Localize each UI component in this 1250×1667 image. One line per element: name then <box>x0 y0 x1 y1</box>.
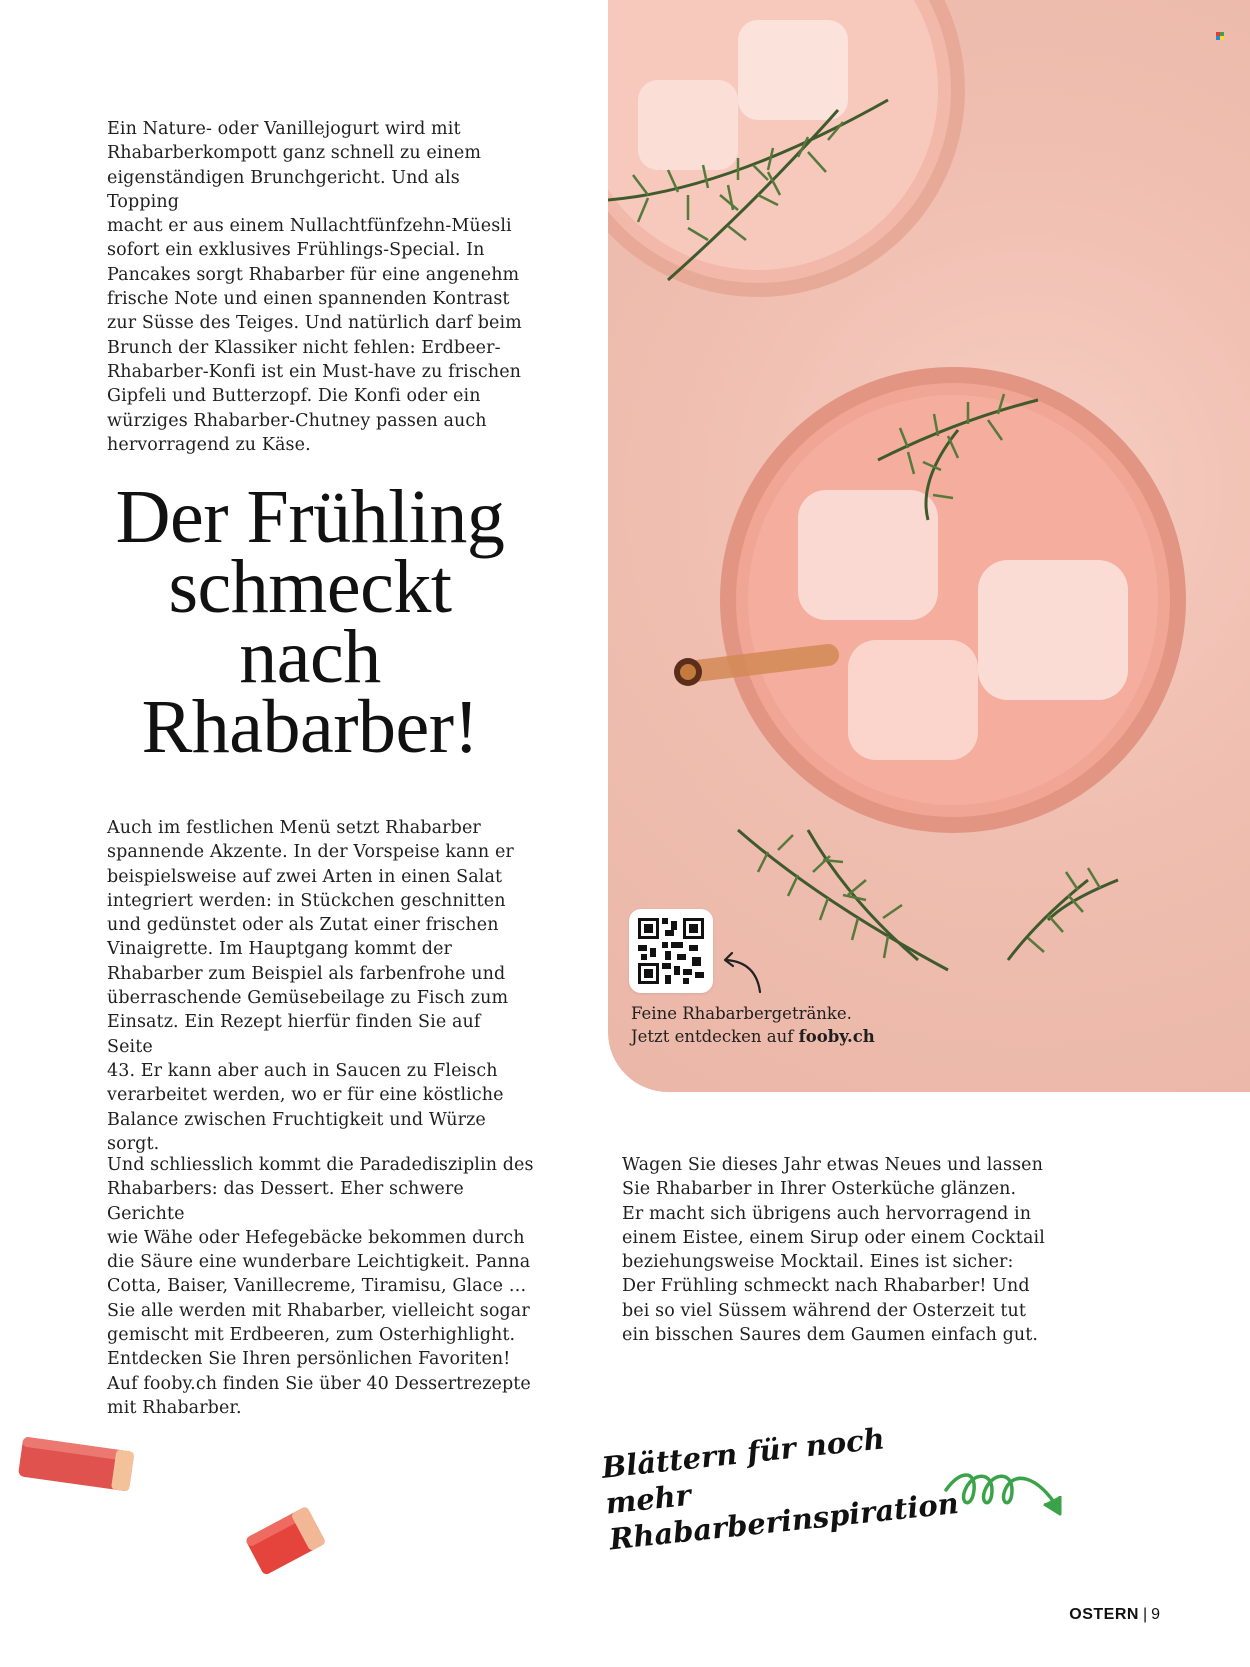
green-loop-arrow-icon <box>940 1460 1070 1530</box>
handwritten-note: Blättern für noch mehr Rhabarberinspiration <box>600 1421 961 1557</box>
qr-code-icon <box>638 918 704 984</box>
rhubarb-piece-1 <box>14 1430 139 1500</box>
closing-paragraph: Wagen Sie dieses Jahr etwas Neues und lassen Sie Rhabarber in Ihrer Osterküche glänzen. Er macht sich übrigens auch hervorragend in einem Eistee, einem Sirup oder einem Cocktail beziehungsweise Mocktail. Eines ist sicher: Der Frühling schmeckt nach Rhabarber! Und bei so viel Süssem während der Osterzeit tut ein bisschen Saures dem Gaumen einfach gut. <box>622 1155 1045 1346</box>
qr-code[interactable] <box>629 909 713 993</box>
qr-caption-line1: Feine Rhabarbergetränke. <box>631 1004 852 1023</box>
footer-separator: | <box>1142 1606 1148 1623</box>
fooby-link[interactable]: fooby.ch <box>798 1027 875 1046</box>
qr-caption-prefix: Jetzt entdecken auf <box>631 1027 799 1046</box>
page-number: 9 <box>1151 1606 1160 1623</box>
menu-paragraph: Auch im festlichen Menü setzt Rhabarber spannende Akzente. In der Vorspeise kann er beispielsweise auf zwei Arten in einen Salat integriert werden: in Stückchen geschnitten und gedünstet oder als Zutat einer frischen Vinaigrette. Im Hauptgang kommt der Rhabarber zum Beispiel als farbenfrohe und überraschende Gemüsebeilage zu Fisch zum Einsatz. Ein Rezept hierfür finden Sie auf Seite 43. Er kann aber auch in Saucen zu Fleisch verarbeitet werden, wo er für eine köstliche Balance zwischen Fruchtigkeit und Würze sorgt. <box>107 818 514 1154</box>
curved-arrow-icon <box>720 950 768 996</box>
color-marker-icon <box>1216 32 1224 40</box>
page-footer <box>1069 1606 1160 1624</box>
qr-caption-line2 <box>631 1027 875 1046</box>
dessert-paragraph: Und schliesslich kommt die Paradedisziplin des Rhabarbers: das Dessert. Eher schwere Gerichte wie Wähe oder Hefegebäcke bekommen durch die Säure eine wunderbare Leichtigkeit. Panna Cotta, Baiser, Vanillecreme, Tiramisu, Glace … Sie alle werden mit Rhabarber, vielleicht sogar gemischt mit Erdbeeren, zum Osterhighlight. Entdecken Sie Ihren persönlichen Favoriten! Auf fooby.ch finden Sie über 40 Dessertrezepte mit Rhabarber. <box>107 1155 534 1418</box>
section-name: OSTERN <box>1069 1606 1139 1623</box>
intro-paragraph: Ein Nature- oder Vanillejogurt wird mit Rhabarberkompott ganz schnell zu einem eigenständigen Brunchgericht. Und als Topping macht er aus einem Nullachtfünfzehn-Müesli sofort ein exklusives Frühlings-Special. In Pancakes sorgt Rhabarber für eine angenehm frische Note und einen spannenden Kontrast zur Süsse des Teiges. Und natürlich darf beim Brunch der Klassiker nicht fehlen: Erdbeer- Rhabarber-Konfi ist ein Must-have zu frischen Gipfeli und Butterzopf. Die Konfi oder ein würziges Rhabarber-Chutney passen auch hervorragend zu Käse. <box>107 119 522 455</box>
headline: Der Frühling schmeckt nach Rhabarber! <box>115 475 505 769</box>
rhubarb-piece-2 <box>240 1500 330 1580</box>
